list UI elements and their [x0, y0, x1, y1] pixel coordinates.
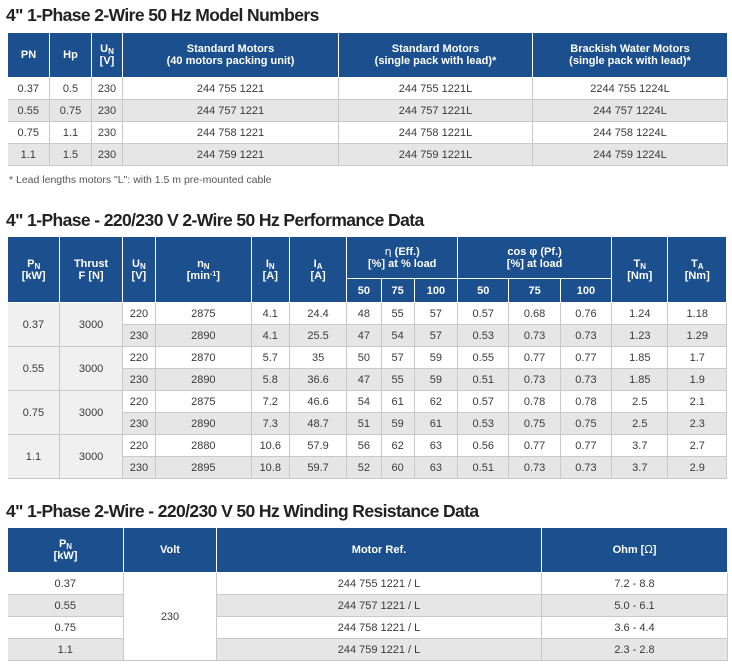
- tn-cell: 1.85: [612, 347, 668, 369]
- pf-100-cell: 0.73: [560, 325, 611, 347]
- pf-100-cell: 0.76: [560, 303, 611, 325]
- standard-single-cell: 244 759 1221L: [339, 144, 533, 166]
- col-hp: Hp: [50, 33, 92, 78]
- pf-100-cell: 0.77: [560, 347, 611, 369]
- motor-ref-cell: 244 758 1221 / L: [217, 617, 542, 639]
- un-cell: 230: [122, 457, 155, 479]
- in-cell: 4.1: [251, 325, 289, 347]
- eff-load-50: 50: [347, 279, 381, 303]
- un-cell: 220: [122, 347, 155, 369]
- col-nn: $n_N$ $[\min^{-1}]$: [156, 237, 252, 303]
- eff-50-cell: 54: [347, 391, 381, 413]
- nn-cell: 2895: [156, 457, 252, 479]
- table-row: [8, 347, 727, 369]
- brackish-cell: 244 758 1224L: [533, 122, 728, 144]
- ta-cell: 1.18: [668, 303, 727, 325]
- ta-cell: 1.29: [668, 325, 727, 347]
- eff-50-cell: 48: [347, 303, 381, 325]
- col-un-v: $U_N$ [V]: [122, 237, 155, 303]
- ta-cell: 2.1: [668, 391, 727, 413]
- performance-title: 4" 1-Phase - 220/230 V 2-Wire 50 Hz Performance Data: [6, 210, 424, 230]
- standard-single-cell: 244 758 1221L: [339, 122, 533, 144]
- ta-cell: 1.9: [668, 369, 727, 391]
- table-row: [8, 144, 728, 166]
- tn-cell: 3.7: [612, 457, 668, 479]
- volt-cell: 230: [124, 573, 217, 661]
- table-row: [8, 100, 728, 122]
- eff-50-cell: 52: [347, 457, 381, 479]
- hp-cell: 1.1: [50, 122, 92, 144]
- motor-ref-cell: 244 755 1221 / L: [217, 573, 542, 595]
- table-row: [8, 435, 727, 457]
- nn-cell: 2890: [156, 325, 252, 347]
- col-ta: $T_A$ [Nm]: [668, 237, 727, 303]
- un-cell: 220: [122, 391, 155, 413]
- eff-75-cell: 57: [381, 347, 414, 369]
- ohm-cell: 3.6 - 4.4: [542, 617, 728, 639]
- standard-40-cell: 244 759 1221: [123, 144, 339, 166]
- un-cell: 220: [122, 303, 155, 325]
- ohm-cell: 7.2 - 8.8: [542, 573, 728, 595]
- col-pn: PN: [8, 33, 50, 78]
- table-row: [8, 595, 728, 617]
- pn-cell: 0.55: [8, 100, 50, 122]
- tn-cell: 2.5: [612, 391, 668, 413]
- eff-75-cell: 62: [381, 435, 414, 457]
- pf-100-cell: 0.73: [560, 369, 611, 391]
- ia-cell: 59.7: [289, 457, 346, 479]
- col-in: $I_N$ [A]: [251, 237, 289, 303]
- ta-cell: 2.7: [668, 435, 727, 457]
- pn-cell: 0.75: [8, 391, 60, 435]
- col-un: $U_N$ [V]: [92, 33, 123, 78]
- un-cell: 230: [92, 144, 123, 166]
- col-power-factor: cos φ (Pf.) [%] at load: [458, 237, 612, 279]
- pf-75-cell: 0.77: [509, 435, 560, 457]
- table-row: [8, 617, 728, 639]
- in-cell: 10.6: [251, 435, 289, 457]
- eff-50-cell: 51: [347, 413, 381, 435]
- tn-cell: 1.23: [612, 325, 668, 347]
- pf-75-cell: 0.68: [509, 303, 560, 325]
- tn-cell: 1.85: [612, 369, 668, 391]
- hp-cell: 0.75: [50, 100, 92, 122]
- un-cell: 230: [122, 325, 155, 347]
- ia-cell: 36.6: [289, 369, 346, 391]
- col-ia: $I_A$ [A]: [289, 237, 346, 303]
- brackish-cell: 244 759 1224L: [533, 144, 728, 166]
- pn-cell: 0.37: [8, 573, 124, 595]
- eff-load-100: 100: [414, 279, 457, 303]
- winding-resistance-table: [7, 527, 728, 661]
- pf-50-cell: 0.55: [458, 347, 509, 369]
- in-cell: 4.1: [251, 303, 289, 325]
- ia-cell: 46.6: [289, 391, 346, 413]
- brackish-cell: 2244 755 1224L: [533, 78, 728, 100]
- pf-50-cell: 0.56: [458, 435, 509, 457]
- hp-cell: 0.5: [50, 78, 92, 100]
- nn-cell: 2890: [156, 369, 252, 391]
- pn-cell: 0.55: [8, 595, 124, 617]
- performance-table: [7, 236, 727, 479]
- pf-50-cell: 0.53: [458, 413, 509, 435]
- pf-50-cell: 0.51: [458, 457, 509, 479]
- pn-cell: 1.1: [8, 144, 50, 166]
- pf-100-cell: 0.78: [560, 391, 611, 413]
- lead-length-note: * Lead lengths motors "L": with 1.5 m pre-mounted cable: [9, 174, 272, 186]
- standard-single-cell: 244 755 1221L: [339, 78, 533, 100]
- in-cell: 5.8: [251, 369, 289, 391]
- eff-100-cell: 62: [414, 391, 457, 413]
- eff-load-75: 75: [381, 279, 414, 303]
- table-row: [8, 78, 728, 100]
- eff-50-cell: 47: [347, 325, 381, 347]
- pf-load-100: 100: [560, 279, 611, 303]
- col-motor-ref: Motor Ref.: [217, 528, 542, 573]
- eff-75-cell: 55: [381, 303, 414, 325]
- col-pn-kw: $P_N$ [kW]: [8, 528, 124, 573]
- in-cell: 7.2: [251, 391, 289, 413]
- pn-cell: 0.55: [8, 347, 60, 391]
- nn-cell: 2875: [156, 391, 252, 413]
- eff-75-cell: 61: [381, 391, 414, 413]
- pn-cell: 1.1: [8, 639, 124, 661]
- in-cell: 10.8: [251, 457, 289, 479]
- eff-100-cell: 59: [414, 369, 457, 391]
- ia-cell: 35: [289, 347, 346, 369]
- eff-50-cell: 56: [347, 435, 381, 457]
- ta-cell: 1.7: [668, 347, 727, 369]
- nn-cell: 2870: [156, 347, 252, 369]
- pf-50-cell: 0.53: [458, 325, 509, 347]
- col-efficiency: η (Eff.) [%] at % load: [347, 237, 458, 279]
- eff-75-cell: 55: [381, 369, 414, 391]
- pf-load-75: 75: [509, 279, 560, 303]
- ta-cell: 2.3: [668, 413, 727, 435]
- standard-40-cell: 244 757 1221: [123, 100, 339, 122]
- eff-100-cell: 63: [414, 457, 457, 479]
- pf-load-50: 50: [458, 279, 509, 303]
- pf-75-cell: 0.73: [509, 457, 560, 479]
- table-row: [8, 573, 728, 595]
- tn-cell: 1.24: [612, 303, 668, 325]
- thrust-cell: 3000: [60, 303, 122, 347]
- pf-75-cell: 0.75: [509, 413, 560, 435]
- brackish-cell: 244 757 1224L: [533, 100, 728, 122]
- pf-75-cell: 0.77: [509, 347, 560, 369]
- un-cell: 220: [122, 435, 155, 457]
- ohm-cell: 5.0 - 6.1: [542, 595, 728, 617]
- eff-100-cell: 61: [414, 413, 457, 435]
- eff-100-cell: 59: [414, 347, 457, 369]
- table-row: [8, 122, 728, 144]
- pf-100-cell: 0.75: [560, 413, 611, 435]
- motor-ref-cell: 244 757 1221 / L: [217, 595, 542, 617]
- ia-cell: 24.4: [289, 303, 346, 325]
- tn-cell: 3.7: [612, 435, 668, 457]
- pf-100-cell: 0.73: [560, 457, 611, 479]
- ia-cell: 57.9: [289, 435, 346, 457]
- pf-75-cell: 0.73: [509, 325, 560, 347]
- col-thrust: Thrust F [N]: [60, 237, 122, 303]
- pn-cell: 0.75: [8, 122, 50, 144]
- standard-single-cell: 244 757 1221L: [339, 100, 533, 122]
- nn-cell: 2875: [156, 303, 252, 325]
- ta-cell: 2.9: [668, 457, 727, 479]
- pn-cell: 0.37: [8, 78, 50, 100]
- pf-50-cell: 0.57: [458, 391, 509, 413]
- standard-40-cell: 244 755 1221: [123, 78, 339, 100]
- ia-cell: 48.7: [289, 413, 346, 435]
- motor-ref-cell: 244 759 1221 / L: [217, 639, 542, 661]
- eff-75-cell: 59: [381, 413, 414, 435]
- pf-50-cell: 0.57: [458, 303, 509, 325]
- col-brackish: Brackish Water Motors (single pack with lead)*: [533, 33, 728, 78]
- pn-cell: 1.1: [8, 435, 60, 479]
- eff-50-cell: 47: [347, 369, 381, 391]
- col-tn: $T_N$ [Nm]: [612, 237, 668, 303]
- pf-50-cell: 0.51: [458, 369, 509, 391]
- model-numbers-table: [7, 32, 728, 166]
- col-standard-40: Standard Motors (40 motors packing unit): [123, 33, 339, 78]
- standard-40-cell: 244 758 1221: [123, 122, 339, 144]
- un-cell: 230: [92, 122, 123, 144]
- table-row: [8, 639, 728, 661]
- un-cell: 230: [92, 78, 123, 100]
- col-ohm: Ohm [Ω]: [542, 528, 728, 573]
- thrust-cell: 3000: [60, 435, 122, 479]
- nn-cell: 2890: [156, 413, 252, 435]
- thrust-cell: 3000: [60, 391, 122, 435]
- col-pn-kw: $P_N$ [kW]: [8, 237, 60, 303]
- eff-75-cell: 60: [381, 457, 414, 479]
- col-standard-single: Standard Motors (single pack with lead)*: [339, 33, 533, 78]
- model-numbers-title: 4" 1-Phase 2-Wire 50 Hz Model Numbers: [6, 5, 319, 25]
- pn-cell: 0.37: [8, 303, 60, 347]
- table-row: [8, 303, 727, 325]
- eff-100-cell: 57: [414, 303, 457, 325]
- nn-cell: 2880: [156, 435, 252, 457]
- eff-100-cell: 63: [414, 435, 457, 457]
- table-row: [8, 391, 727, 413]
- thrust-cell: 3000: [60, 347, 122, 391]
- pn-cell: 0.75: [8, 617, 124, 639]
- hp-cell: 1.5: [50, 144, 92, 166]
- in-cell: 7.3: [251, 413, 289, 435]
- tn-cell: 2.5: [612, 413, 668, 435]
- ia-cell: 25.5: [289, 325, 346, 347]
- pf-75-cell: 0.78: [509, 391, 560, 413]
- pf-100-cell: 0.77: [560, 435, 611, 457]
- eff-50-cell: 50: [347, 347, 381, 369]
- ohm-cell: 2.3 - 2.8: [542, 639, 728, 661]
- un-cell: 230: [122, 369, 155, 391]
- in-cell: 5.7: [251, 347, 289, 369]
- un-cell: 230: [92, 100, 123, 122]
- winding-resistance-title: 4" 1-Phase 2-Wire - 220/230 V 50 Hz Winding Resistance Data: [6, 501, 479, 521]
- eff-75-cell: 54: [381, 325, 414, 347]
- un-cell: 230: [122, 413, 155, 435]
- eff-100-cell: 57: [414, 325, 457, 347]
- col-volt: Volt: [124, 528, 217, 573]
- pf-75-cell: 0.73: [509, 369, 560, 391]
